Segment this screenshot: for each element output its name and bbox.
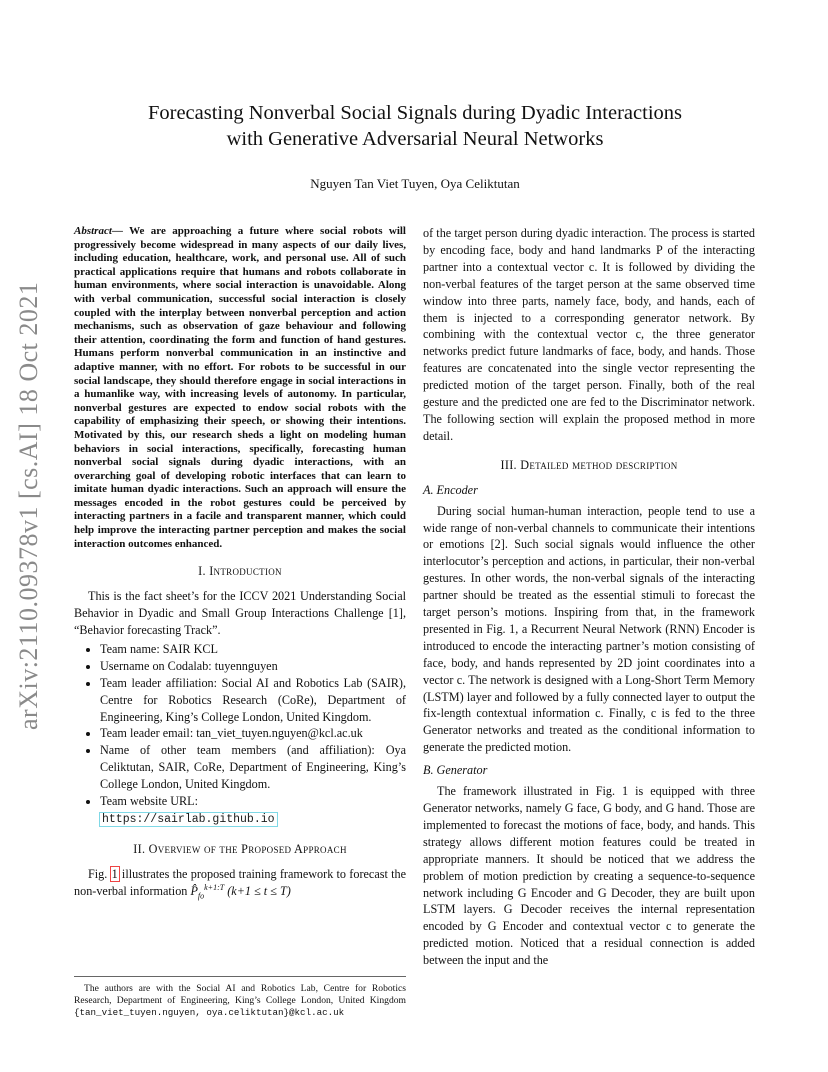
subsection-encoder-heading: A. Encoder [423, 482, 478, 497]
footnote-emails: {tan_viet_tuyen.nguyen, oya.celiktutan}@kcl.ac.uk [74, 1007, 345, 1018]
team-website-label: Team website URL: [100, 794, 198, 809]
title-line-2: with Generative Adversarial Neural Networks [226, 128, 604, 150]
list-item: • Team leader affiliation: Social AI and Robotics Lab (SAIR), Centre for Robotics Research (CoRe), Department of Engineering, King’s College London, United Kingdom. [100, 675, 406, 726]
author-list: Nguyen Tan Viet Tuyen, Oya Celiktutan [310, 176, 520, 191]
figure-reference-link[interactable]: 1 [111, 866, 118, 881]
overview-paragraph [74, 866, 406, 900]
team-website-link[interactable]: https://sairlab.github.io [102, 812, 275, 826]
title-line-1: Forecasting Nonverbal Social Signals during Dyadic Interactions [147, 102, 682, 124]
section-method-heading: III. Detailed method description [500, 457, 678, 472]
encoder-paragraph: During social human-human interaction, people tend to use a wide range of non-verbal channels to communicate their intentions or emotions [2]. Such social signals would influence the other interlocutor’s perception and actions, in particular, their non-verbal gestures. In other words, the non-verbal signals of the interacting partner should be treated as the essential stimuli to forecast the target person’s motions. Inspiring from that, in the framework presented in Fig. 1, a Recurrent Neural Network (RNN) Encoder is introduced to encode the interacting partner’s motion consisting of face, body, and hands represented by 2D joint coordinates into a vector c. The network is designed with a Long-Short Term Memory (LSTM) layer and followed by a fully connected layer to output the fix-length contextual information c. Finally, c is fed to the three Generator networks and treated as the conditional information to generate the predicted motion. [423, 503, 755, 755]
math-expression: $P̂_{fo}^{k+1:T}$ (k+1 ≤ t ≤ T) [190, 882, 291, 901]
abstract-lead: Abstract [74, 225, 112, 237]
subsection-generator-heading: B. Generator [423, 763, 488, 778]
overview-text-rest: illustrates the proposed training framework to forecast the non-verbal information [74, 866, 407, 898]
section-overview-heading: II. Overview of the Proposed Approach [133, 841, 347, 856]
right-column [423, 225, 755, 969]
left-column [74, 225, 406, 900]
team-info-list [74, 641, 406, 829]
arxiv-identifier: arXiv:2110.09378v1 [cs.AI] 18 Oct 2021 [14, 281, 43, 730]
footnote [74, 976, 406, 1019]
list-item: • Name of other team members (and affiliation): Oya Celiktutan, SAIR, CoRe, Department of Engineering, King’s College London, United Kingdom. [100, 742, 406, 793]
list-item: • Username on Codalab: tuyennguyen [100, 658, 406, 675]
overview-text-start: Fig. [88, 866, 111, 881]
list-item [100, 793, 406, 829]
section-introduction-heading: I. Introduction [198, 564, 282, 579]
abstract [74, 225, 406, 551]
list-item: • Team name: SAIR KCL [100, 641, 406, 658]
generator-paragraph: The framework illustrated in Fig. 1 is equipped with three Generator networks, namely G face, G body, and G hand. Those are implemented to forecast the motions of face, body, and hands. This strategy allows different motion features could be treated in appropriate manners. It should be noticed that we address the problem of motion prediction by creating a sequence-to-sequence network including G Encoder and G Decoder, they are built upon LSTM layers. G Decoder receives the internal representation encoded by G Encoder and contextual vector c to generate the predicted motion. Noticed that a residual connection is added between the input and the [423, 784, 755, 968]
paper-title [80, 100, 750, 152]
list-item: • Team leader email: tan_viet_tuyen.nguyen@kcl.ac.uk [100, 725, 406, 742]
abstract-text: — We are approaching a future where social robots will progressively become widespread in many aspects of our daily lives, including education, healthcare, work, and personal use. All of such practical applications require that humans and robots collaborate in human environments, where social interaction is unavoidable. Along with verbal communication, successful social interaction is closely coupled with the interplay between nonverbal perception and action mechanisms, such as observation of gaze behaviour and following their attention, coordinating the form and function of hand gestures. Humans perform nonverbal communication in an instinctive and adaptive manner, with no effort. For robots to be successful in our social landscape, they should therefore engage in social interactions in a humanlike way, with increasing levels of autonomy. In particular, nonverbal gestures are expected to endow social robots with the capability of emphasizing their speech, or showing their intentions. Motivated by this, our research sheds a light on modeling human behaviors in social interactions, specifically, forecasting human nonverbal social signals during dyadic interactions, with an overarching goal of developing robotic interfaces that can learn to imitate human dyadic interactions. Such an approach will ensure the messages encoded in the robot gestures could be perceived by interacting partners in a facile and transparent manner, which could help improve the interacting partner perception and makes the social interaction outcomes enhanced. [74, 225, 406, 550]
overview-continued-paragraph: of the target person during dyadic interaction. The process is started by encoding face, body and hand landmarks P of the interacting partner into a contextual vector c. It is followed by dividing the non-verbal features of the target person at the same observed time window into three parts, namely face, body, and hands, each of them is injected to a corresponding generator network. By combining with the contextual vector c, the three generator networks predict future landmarks of face, body, and hands. Those features are concatenated into the single vector representing the predicted motion of the target person. Finally, both of the real gesture and the predicted one are fed to the Discriminator network. The following section will explain the proposed method in more detail. [423, 226, 755, 443]
footnote-text: The authors are with the Social AI and Robotics Lab, Centre for Robotics Research, Department of Engineering, King’s College London, United Kingdom [74, 983, 406, 1006]
introduction-paragraph: This is the fact sheet’s for the ICCV 2021 Understanding Social Behavior in Dyadic and Small Group Interactions Challenge [1], “Behavior forecasting Track”. [74, 589, 406, 637]
